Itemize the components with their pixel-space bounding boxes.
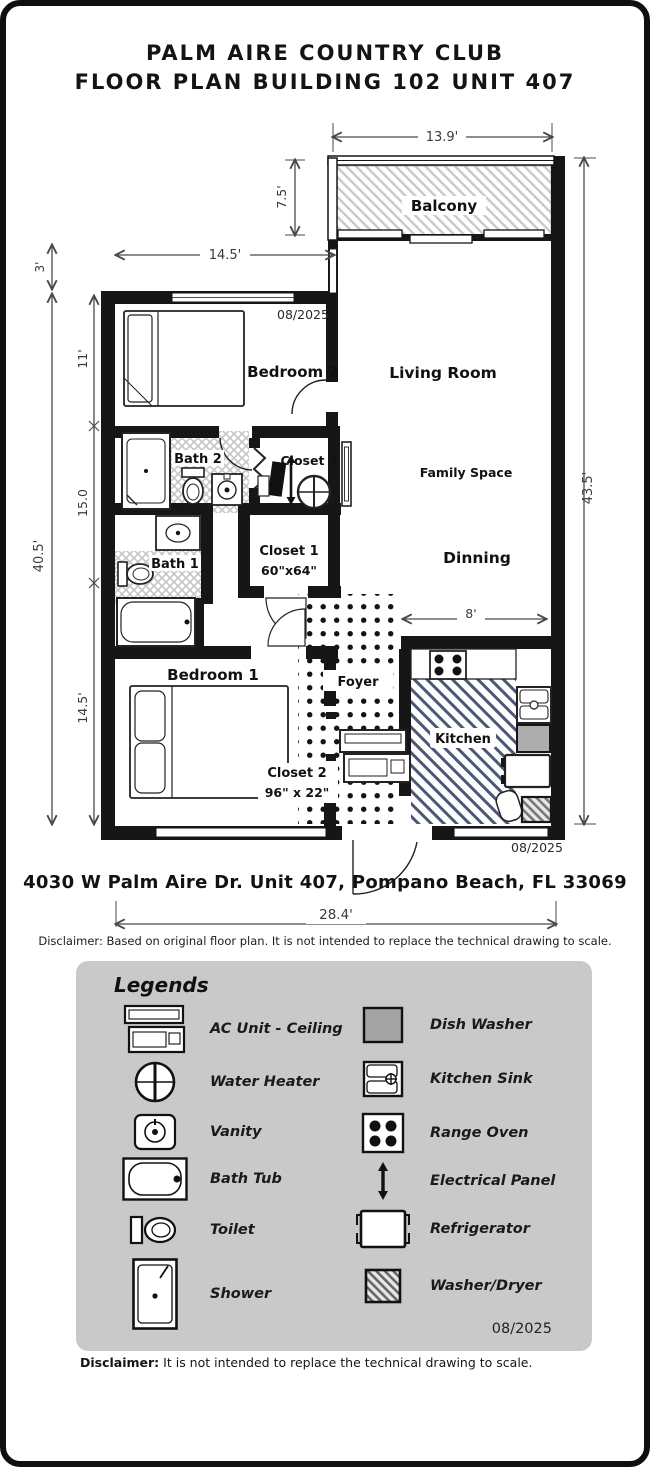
- toilet-icon: [116, 1209, 194, 1251]
- legend-item-bath-tub: [116, 1157, 282, 1201]
- kitchen-refrigerator: [501, 755, 550, 787]
- hall-ac-unit: [342, 442, 351, 506]
- legend-panel: [76, 961, 592, 1351]
- legend-item-toilet: [116, 1209, 255, 1251]
- closet3-water-heater: [298, 476, 330, 508]
- dish-washer-icon: [352, 1005, 414, 1045]
- legend-item-refrigerator: [352, 1207, 530, 1251]
- bedroom2-bed: [124, 311, 244, 406]
- label-bath2: Bath 2: [174, 452, 222, 467]
- dim-balcony-width: 13.9': [425, 130, 459, 145]
- label-closet1: Closet 1: [259, 544, 319, 559]
- label-closet3: Closet 3: [280, 453, 338, 468]
- shower-icon: [116, 1257, 194, 1331]
- bath-tub-icon: [116, 1157, 194, 1201]
- kitchen-sink: [517, 687, 551, 723]
- bath1-toilet: [118, 562, 153, 586]
- legend-label: Toilet: [210, 1222, 255, 1238]
- label-kitchen: Kitchen: [435, 732, 491, 747]
- refrigerator-icon: [352, 1207, 414, 1251]
- plan-date-bottom: 08/2025: [511, 840, 563, 855]
- kitchen-sink-icon: [352, 1059, 414, 1099]
- legend-label: Kitchen Sink: [430, 1071, 533, 1087]
- dim-right-total: 43.5': [581, 471, 596, 505]
- electrical-panel-icon: [352, 1161, 414, 1201]
- kitchen-washer-dryer: [494, 788, 551, 823]
- dim-overall-width: 28.4': [319, 907, 353, 923]
- legend-label: Electrical Panel: [430, 1173, 556, 1189]
- page-title-line2: FLOOR PLAN BUILDING 102 UNIT 407: [74, 70, 576, 94]
- bath2-toilet: [182, 468, 204, 504]
- label-closet2: Closet 2: [267, 766, 327, 781]
- vanity-icon: [116, 1113, 194, 1151]
- disclaimer-bottom-text: It is not intended to replace the technical drawing to scale.: [159, 1355, 533, 1370]
- legend-date: 08/2025: [491, 1321, 552, 1337]
- range-oven-icon: [352, 1111, 414, 1155]
- label-bath1: Bath 1: [151, 557, 199, 572]
- label-balcony: Balcony: [410, 197, 478, 215]
- disclaimer-bottom-label: Disclaimer:: [80, 1355, 160, 1370]
- page-title-line1: PALM AIRE COUNTRY CLUB: [145, 41, 505, 65]
- dim-kitchen-width: 8': [465, 606, 477, 621]
- label-closet2-size: 96" x 22": [264, 785, 330, 800]
- water-heater-icon: [116, 1059, 194, 1105]
- foyer-ac-unit: [340, 730, 410, 782]
- legend-item-vanity: [116, 1113, 262, 1151]
- dim-left-bedroom2: 11': [75, 349, 90, 369]
- legend-item-kitchen-sink: [352, 1059, 533, 1099]
- floor-plan-drawing: [6, 106, 650, 906]
- dim-bedroom2-width: 14.5': [208, 248, 242, 263]
- page-title: [6, 39, 644, 97]
- disclaimer-top: Disclaimer: Based on original floor plan. It is not intended to replace the technical drawing to scale.: [38, 934, 612, 948]
- washer-dryer-icon: [352, 1267, 414, 1305]
- dim-balcony-depth: 7.5': [274, 185, 289, 209]
- legend-label: Dish Washer: [430, 1017, 532, 1033]
- legend-label: Vanity: [210, 1124, 262, 1140]
- dim-left-total: 40.5': [32, 539, 47, 573]
- legend-item-ac-unit: [116, 1003, 343, 1055]
- label-closet1-size: 60"x64": [261, 563, 317, 578]
- label-family-space: Family Space: [419, 465, 513, 480]
- legend-label: Shower: [210, 1286, 272, 1302]
- kitchen-range-oven: [430, 651, 466, 679]
- legend-item-water-heater: [116, 1059, 319, 1105]
- label-bedroom1: Bedroom 1: [167, 666, 259, 684]
- legend-item-range-oven: [352, 1111, 528, 1155]
- legend-title: Legends: [114, 973, 209, 997]
- plan-date-top: 08/2025: [277, 307, 329, 322]
- dim-left-bedroom1: 14.5': [75, 692, 90, 724]
- dim-left-offset: 3': [33, 261, 47, 273]
- legend-item-shower: [116, 1257, 271, 1331]
- label-bedroom2: Bedroom 2: [247, 363, 339, 381]
- bath1-tub: [117, 598, 195, 646]
- legend-item-dish-washer: [352, 1005, 532, 1045]
- kitchen-dishwasher: [517, 725, 550, 752]
- bath1-vanity: [156, 516, 200, 550]
- legend-label: Water Heater: [210, 1074, 320, 1090]
- legend-label: Range Oven: [430, 1125, 529, 1141]
- bath2-shower: [122, 433, 170, 509]
- legend-label: Refrigerator: [430, 1221, 530, 1237]
- legend-label: AC Unit - Ceiling: [210, 1021, 343, 1037]
- legend-label: Washer/Dryer: [430, 1278, 542, 1294]
- address: 4030 W Palm Aire Dr. Unit 407, Pompano Beach, FL 33069: [23, 872, 627, 893]
- ac-unit-ceiling-icon: [116, 1003, 194, 1055]
- label-living-room: Living Room: [389, 364, 497, 382]
- label-foyer: Foyer: [337, 675, 379, 690]
- legend-item-washer-dryer: [352, 1267, 542, 1305]
- label-dinning: Dinning: [443, 549, 511, 567]
- disclaimer-bottom: [80, 1355, 532, 1370]
- dim-left-middle: 15.0: [75, 489, 90, 517]
- legend-item-electrical-panel: [352, 1161, 555, 1201]
- legend-label: Bath Tub: [210, 1171, 282, 1187]
- bath2-vanity: [212, 474, 242, 505]
